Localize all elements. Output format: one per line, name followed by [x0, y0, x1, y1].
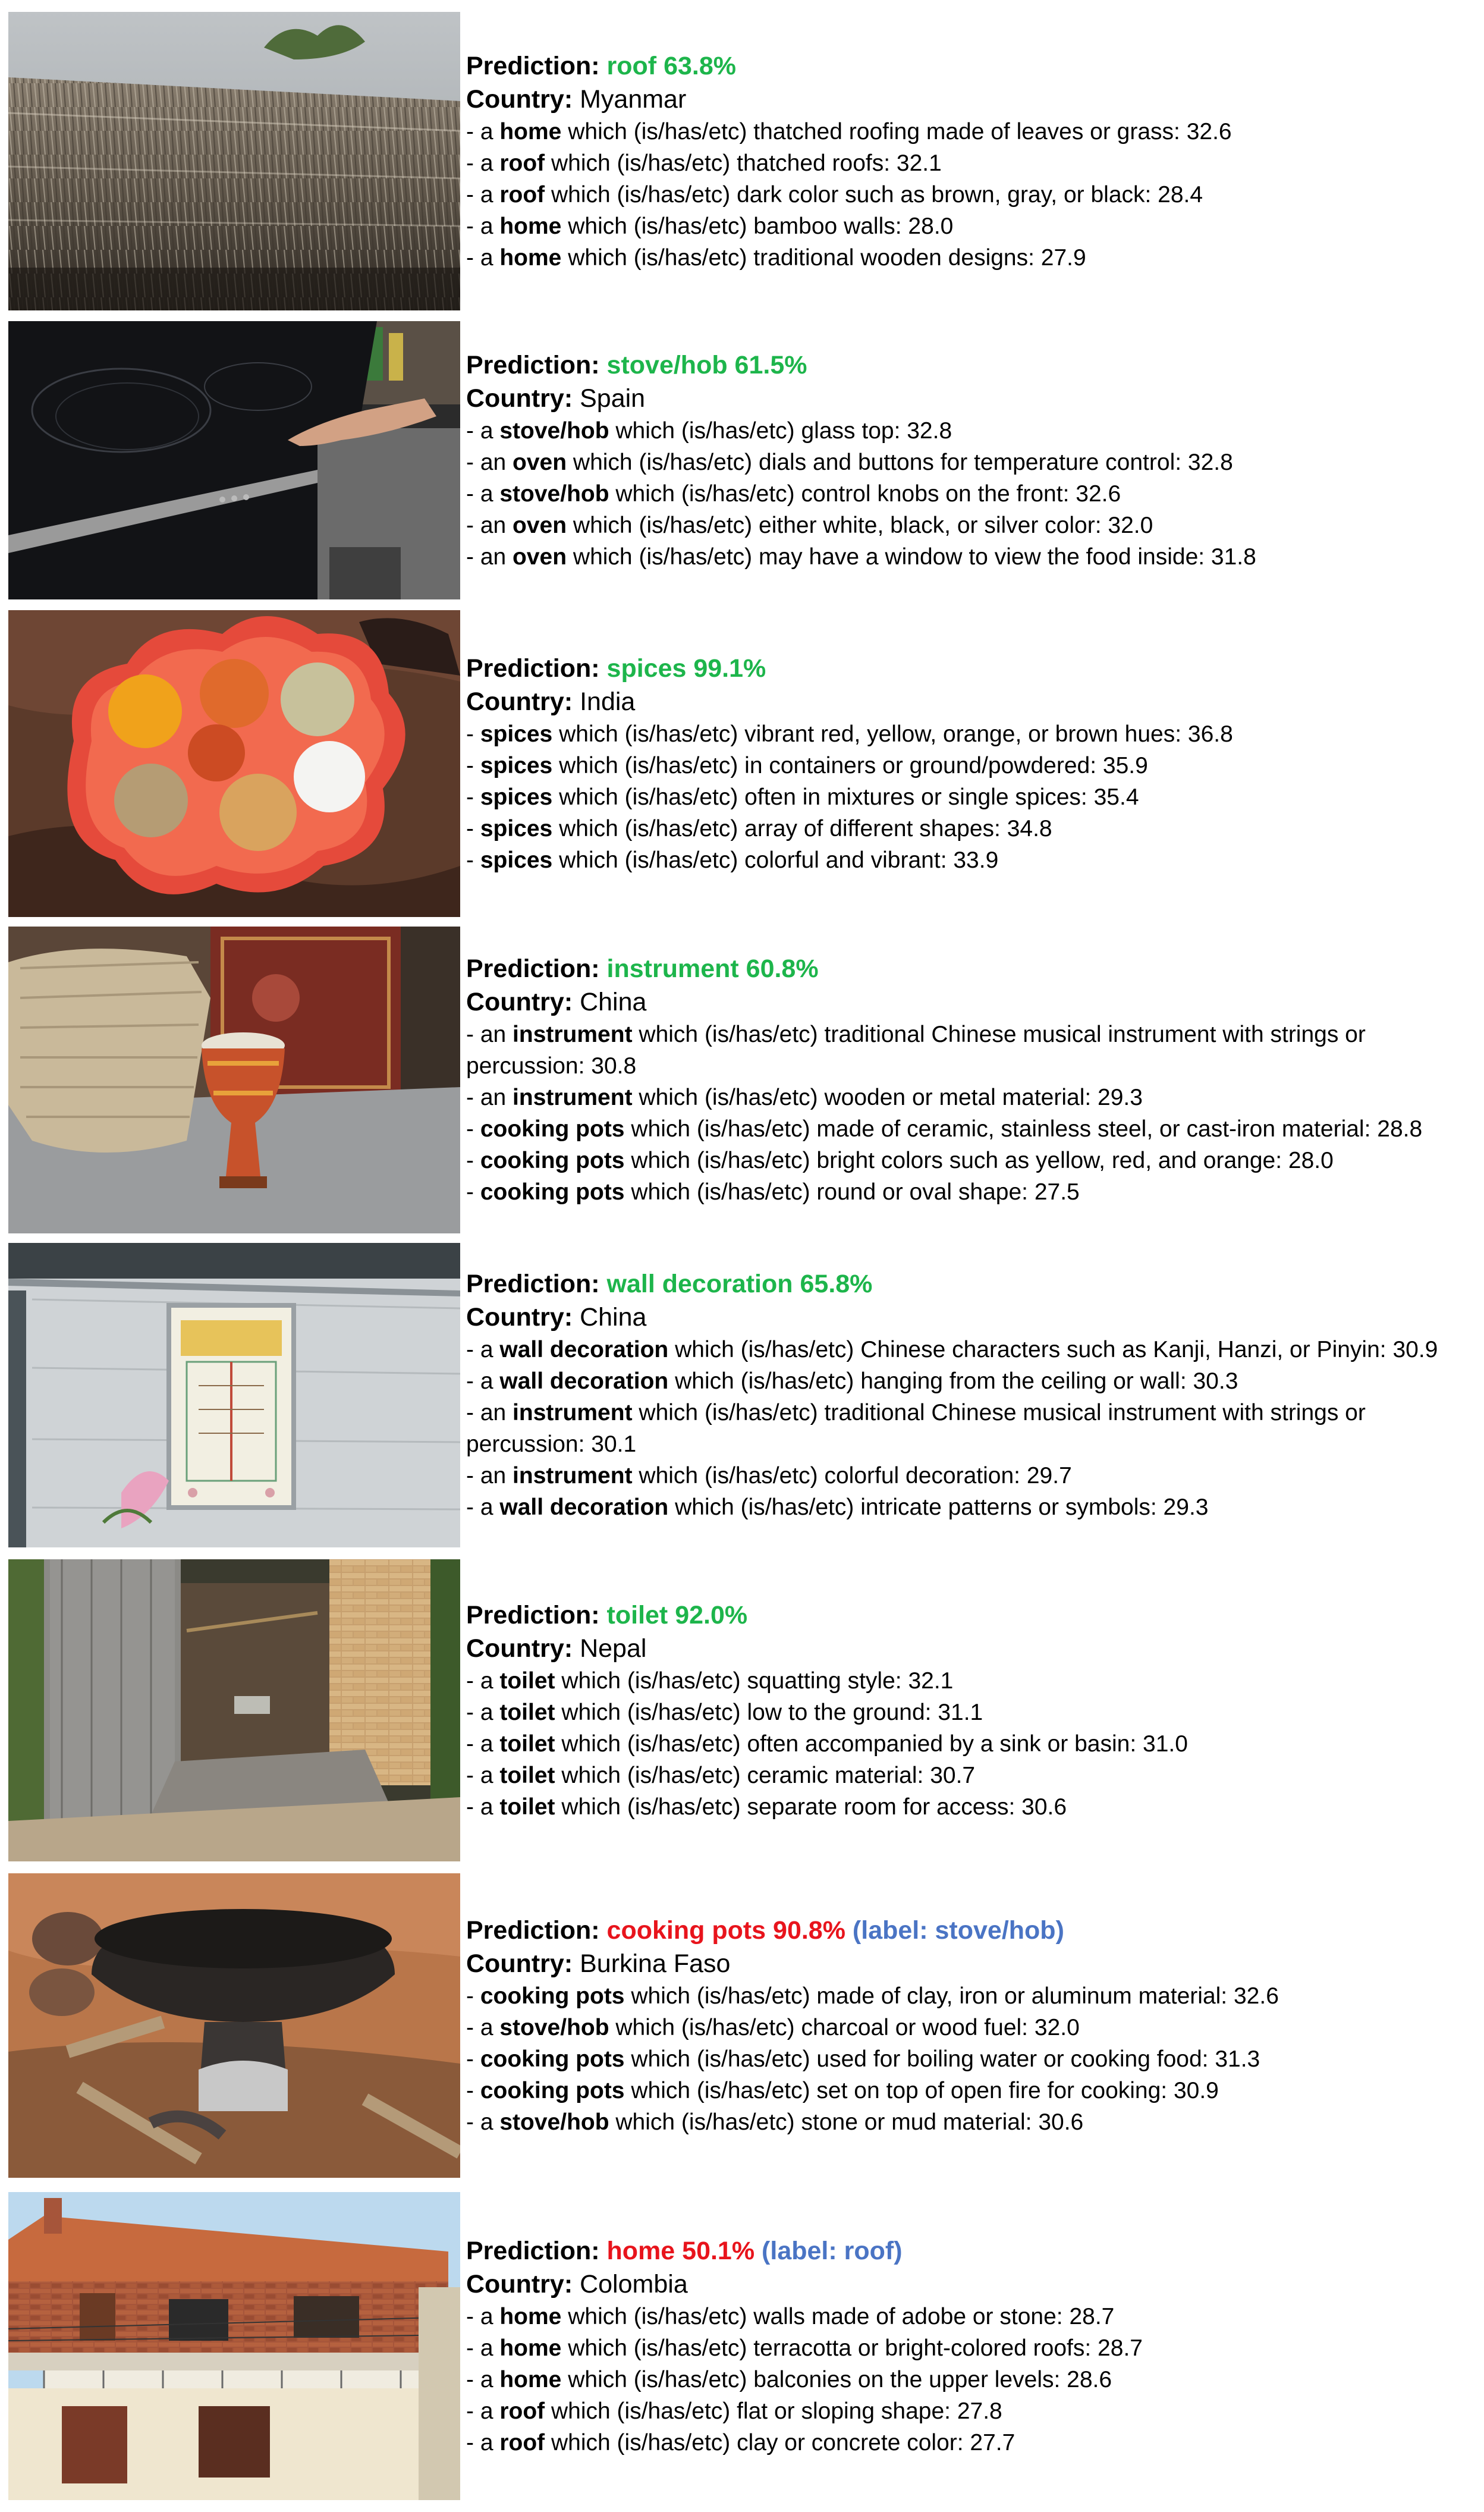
country-key: Country:: [466, 84, 573, 114]
row-text: [466, 321, 1477, 599]
country-line: [466, 1632, 1477, 1665]
descriptor: - a roof which (is/has/etc) clay or concrete color: 27.7: [466, 2429, 1015, 2456]
wall-decoration-photo: [8, 1243, 460, 1547]
descriptor: - a wall decoration which (is/has/etc) hanging from the ceiling or wall: 30.3: [466, 1368, 1238, 1394]
country-value: Burkina Faso: [580, 1949, 731, 1978]
label-note: (label: stove/hob): [852, 1916, 1064, 1945]
descriptor: - a toilet which (is/has/etc) low to the ground: 31.1: [466, 1699, 983, 1725]
country-line: [466, 1947, 1477, 1980]
descriptor: - a stove/hob which (is/has/etc) control knobs on the front: 32.6: [466, 481, 1121, 507]
descriptor: - a toilet which (is/has/etc) often accompanied by a sink or basin: 31.0: [466, 1731, 1188, 1757]
descriptor: - an instrument which (is/has/etc) colorful decoration: 29.7: [466, 1463, 1072, 1489]
country-line: [466, 382, 1477, 415]
country-value: Nepal: [580, 1634, 647, 1663]
row-text: [466, 1243, 1477, 1547]
prediction-value: home 50.1%: [606, 2236, 755, 2265]
descriptor: - a stove/hob which (is/has/etc) charcoal or wood fuel: 32.0: [466, 2014, 1080, 2040]
country-line: [466, 2268, 1477, 2301]
descriptor: - a home which (is/has/etc) terracotta or bright-colored roofs: 28.7: [466, 2335, 1143, 2361]
country-value: China: [580, 1303, 647, 1332]
descriptor: - an oven which (is/has/etc) either white, black, or silver color: 32.0: [466, 512, 1153, 538]
country-line: [466, 985, 1477, 1019]
descriptor: - a home which (is/has/etc) bamboo walls: 28.0: [466, 213, 954, 239]
country-value: Myanmar: [580, 84, 687, 114]
row-text: [466, 2192, 1477, 2500]
descriptor: - an instrument which (is/has/etc) traditional Chinese musical instrument with strings or percussion: 30.1: [466, 1400, 1366, 1457]
prediction-value: spices 99.1%: [606, 654, 766, 683]
descriptor: - a roof which (is/has/etc) flat or sloping shape: 27.8: [466, 2398, 1002, 2424]
descriptor: - an instrument which (is/has/etc) wooden or metal material: 29.3: [466, 1085, 1143, 1110]
country-key: Country:: [466, 384, 573, 413]
descriptor: - a home which (is/has/etc) thatched roofing made of leaves or grass: 32.6: [466, 118, 1232, 145]
row-text: [466, 1559, 1477, 1861]
prediction-line: [466, 1914, 1477, 1947]
descriptor: - an oven which (is/has/etc) may have a window to view the food inside: 31.8: [466, 544, 1256, 570]
descriptor: - a toilet which (is/has/etc) ceramic material: 30.7: [466, 1762, 976, 1788]
drum-basket-photo: [8, 927, 460, 1233]
country-value: Colombia: [580, 2269, 688, 2299]
descriptor: - cooking pots which (is/has/etc) set on top of open fire for cooking: 30.9: [466, 2077, 1219, 2103]
descriptor: - a stove/hob which (is/has/etc) glass top: 32.8: [466, 417, 952, 444]
prediction-value: toilet 92.0%: [606, 1600, 748, 1629]
colombian-house-photo: [8, 2192, 460, 2500]
descriptor: - cooking pots which (is/has/etc) made of clay, iron or aluminum material: 32.6: [466, 1983, 1279, 2009]
row-text: [466, 1873, 1477, 2178]
row-roof-myanmar: [0, 12, 1484, 310]
row-spices-india: [0, 610, 1484, 917]
descriptor: - cooking pots which (is/has/etc) used for boiling water or cooking food: 31.3: [466, 2046, 1260, 2072]
descriptor: - spices which (is/has/etc) colorful and vibrant: 33.9: [466, 847, 999, 873]
row-text: [466, 12, 1477, 310]
country-value: China: [580, 988, 647, 1016]
prediction-key: Prediction:: [466, 1600, 600, 1629]
prediction-line: [466, 1267, 1477, 1301]
country-key: Country:: [466, 1949, 573, 1978]
row-text: [466, 610, 1477, 917]
row-text: [466, 927, 1477, 1233]
charcoal-stove-photo: [8, 1873, 460, 2178]
thatched-roof-photo: [8, 12, 460, 310]
prediction-value: instrument 60.8%: [606, 954, 819, 983]
country-key: Country:: [466, 1303, 573, 1332]
row-instrument-china: [0, 927, 1484, 1233]
descriptor: - spices which (is/has/etc) in containers or ground/powdered: 35.9: [466, 752, 1148, 778]
prediction-key: Prediction:: [466, 350, 600, 379]
prediction-value: cooking pots 90.8%: [606, 1916, 845, 1945]
descriptor: - a toilet which (is/has/etc) separate room for access: 30.6: [466, 1794, 1067, 1820]
descriptor: - a home which (is/has/etc) walls made of adobe or stone: 28.7: [466, 2303, 1115, 2329]
prediction-key: Prediction:: [466, 1916, 600, 1945]
descriptor: - a home which (is/has/etc) traditional wooden designs: 27.9: [466, 244, 1086, 271]
descriptor: - a stove/hob which (is/has/etc) stone or mud material: 30.6: [466, 2109, 1084, 2135]
row-wall-decoration-china: [0, 1243, 1484, 1547]
prediction-value: stove/hob 61.5%: [606, 350, 807, 379]
prediction-line: [466, 348, 1477, 382]
descriptor: - cooking pots which (is/has/etc) round or oval shape: 27.5: [466, 1179, 1080, 1205]
prediction-key: Prediction:: [466, 954, 600, 983]
descriptor: - a wall decoration which (is/has/etc) Chinese characters such as Kanji, Hanzi, or Pinyin: 30.9: [466, 1337, 1438, 1362]
descriptor: - cooking pots which (is/has/etc) bright colors such as yellow, red, and orange: 28.0: [466, 1148, 1334, 1173]
country-key: Country:: [466, 1634, 573, 1663]
descriptor: - an instrument which (is/has/etc) traditional Chinese musical instrument with strings or percussion: 30.8: [466, 1022, 1366, 1079]
country-line: [466, 83, 1477, 116]
descriptor: - cooking pots which (is/has/etc) made of ceramic, stainless steel, or cast-iron material: 28.8: [466, 1116, 1423, 1142]
row-cooking-pots-burkina-faso: [0, 1873, 1484, 2178]
descriptor: - an oven which (is/has/etc) dials and buttons for temperature control: 32.8: [466, 449, 1233, 475]
descriptor: - a toilet which (is/has/etc) squatting style: 32.1: [466, 1668, 954, 1694]
row-home-colombia: [0, 2192, 1484, 2500]
prediction-key: Prediction:: [466, 654, 600, 683]
outdoor-toilet-photo: [8, 1559, 460, 1861]
country-key: Country:: [466, 687, 573, 716]
descriptor: - spices which (is/has/etc) vibrant red, yellow, orange, or brown hues: 36.8: [466, 721, 1233, 747]
prediction-line: [466, 652, 1477, 685]
prediction-key: Prediction:: [466, 2236, 600, 2265]
prediction-line: [466, 2234, 1477, 2268]
label-note: (label: roof): [762, 2236, 903, 2265]
induction-hob-photo: [8, 321, 460, 599]
spice-plate-photo: [8, 610, 460, 917]
country-value: India: [580, 687, 636, 716]
descriptor: - a wall decoration which (is/has/etc) intricate patterns or symbols: 29.3: [466, 1494, 1209, 1520]
country-line: [466, 1301, 1477, 1334]
prediction-line: [466, 952, 1477, 985]
prediction-line: [466, 49, 1477, 83]
country-line: [466, 685, 1477, 718]
prediction-value: wall decoration 65.8%: [606, 1270, 873, 1298]
country-value: Spain: [580, 384, 646, 413]
row-toilet-nepal: [0, 1559, 1484, 1861]
row-stove-spain: [0, 321, 1484, 599]
descriptor: - a roof which (is/has/etc) thatched roofs: 32.1: [466, 150, 942, 176]
descriptor: - spices which (is/has/etc) often in mixtures or single spices: 35.4: [466, 784, 1139, 810]
prediction-line: [466, 1599, 1477, 1632]
prediction-key: Prediction:: [466, 1270, 600, 1298]
prediction-key: Prediction:: [466, 51, 600, 80]
descriptor: - a roof which (is/has/etc) dark color such as brown, gray, or black: 28.4: [466, 181, 1203, 208]
country-key: Country:: [466, 988, 573, 1016]
descriptor: - spices which (is/has/etc) array of different shapes: 34.8: [466, 815, 1052, 841]
country-key: Country:: [466, 2269, 573, 2299]
descriptor: - a home which (is/has/etc) balconies on the upper levels: 28.6: [466, 2366, 1112, 2392]
prediction-value: roof 63.8%: [606, 51, 736, 80]
